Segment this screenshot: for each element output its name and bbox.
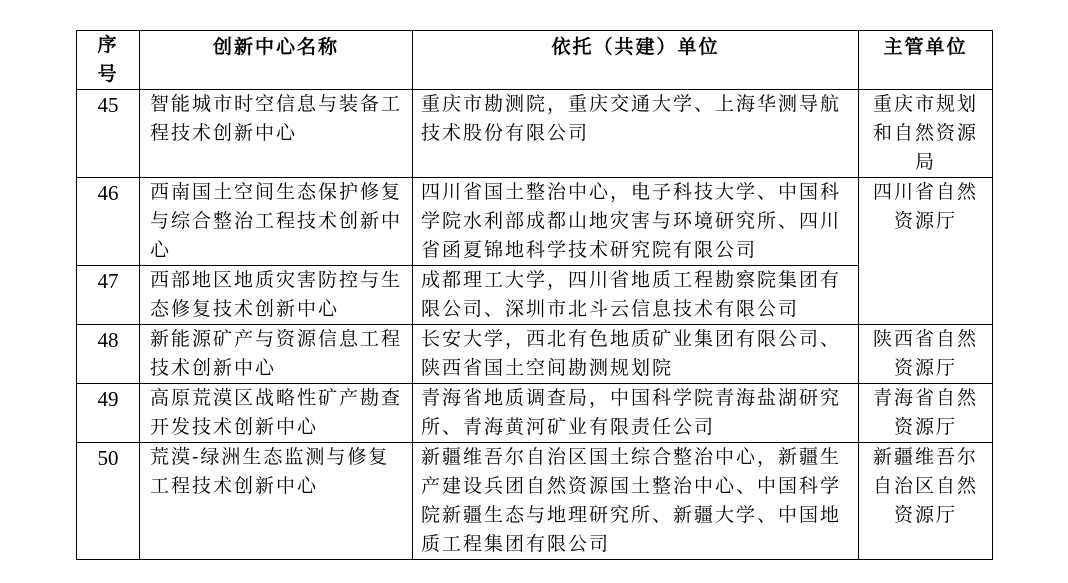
row-unit: 长安大学，西北有色地质矿业集团有限公司、陕西省国土空间勘测规划院: [413, 325, 859, 384]
header-index-line2: 号: [97, 63, 119, 85]
row-index: 50: [77, 443, 140, 560]
row-dept: 新疆维吾尔自治区自然资源厅: [859, 443, 993, 560]
row-dept: 陕西省自然资源厅: [859, 325, 993, 384]
row-unit: 四川省国土整治中心，电子科技大学、中国科学院水利部成都山地灾害与环境研究所、四川省函夏锦地科学技术研究院有限公司: [413, 178, 859, 266]
row-index: 49: [77, 384, 140, 443]
table-header-row: [77, 31, 993, 90]
header-index: [77, 31, 140, 90]
row-unit: 青海省地质调查局，中国科学院青海盐湖研究所、青海黄河矿业有限责任公司: [413, 384, 859, 443]
row-name: 西部地区地质灾害防控与生态修复技术创新中心: [140, 266, 413, 325]
row-dept: 重庆市规划和自然资源局: [859, 90, 993, 178]
table-row: [77, 266, 993, 325]
table-row: [77, 178, 993, 266]
row-dept: 四川省自然资源厅: [859, 178, 993, 325]
table-row: [77, 443, 993, 560]
row-name: 智能城市时空信息与装备工程技术创新中心: [140, 90, 413, 178]
header-unit: 依托（共建）单位: [413, 31, 859, 90]
row-index: 45: [77, 90, 140, 178]
row-name: 荒漠-绿洲生态监测与修复工程技术创新中心: [140, 443, 413, 560]
row-index: 48: [77, 325, 140, 384]
row-unit: 成都理工大学，四川省地质工程勘察院集团有限公司、深圳市北斗云信息技术有限公司: [413, 266, 859, 325]
header-index-line1: 序: [97, 34, 119, 56]
header-name: 创新中心名称: [140, 31, 413, 90]
row-unit: 新疆维吾尔自治区国土综合整治中心，新疆生产建设兵团自然资源国土整治中心、中国科学院新疆生态与地理研究所、新疆大学、中国地质工程集团有限公司: [413, 443, 859, 560]
row-index: 46: [77, 178, 140, 266]
table-row: [77, 90, 993, 178]
table-row: [77, 384, 993, 443]
row-unit: 重庆市勘测院，重庆交通大学、上海华测导航技术股份有限公司: [413, 90, 859, 178]
table-row: [77, 325, 993, 384]
row-name: 高原荒漠区战略性矿产勘查开发技术创新中心: [140, 384, 413, 443]
row-dept: 青海省自然资源厅: [859, 384, 993, 443]
innovation-center-table: [76, 30, 993, 560]
header-dept: 主管单位: [859, 31, 993, 90]
row-name: 西南国土空间生态保护修复与综合整治工程技术创新中心: [140, 178, 413, 266]
row-name: 新能源矿产与资源信息工程技术创新中心: [140, 325, 413, 384]
row-index: 47: [77, 266, 140, 325]
